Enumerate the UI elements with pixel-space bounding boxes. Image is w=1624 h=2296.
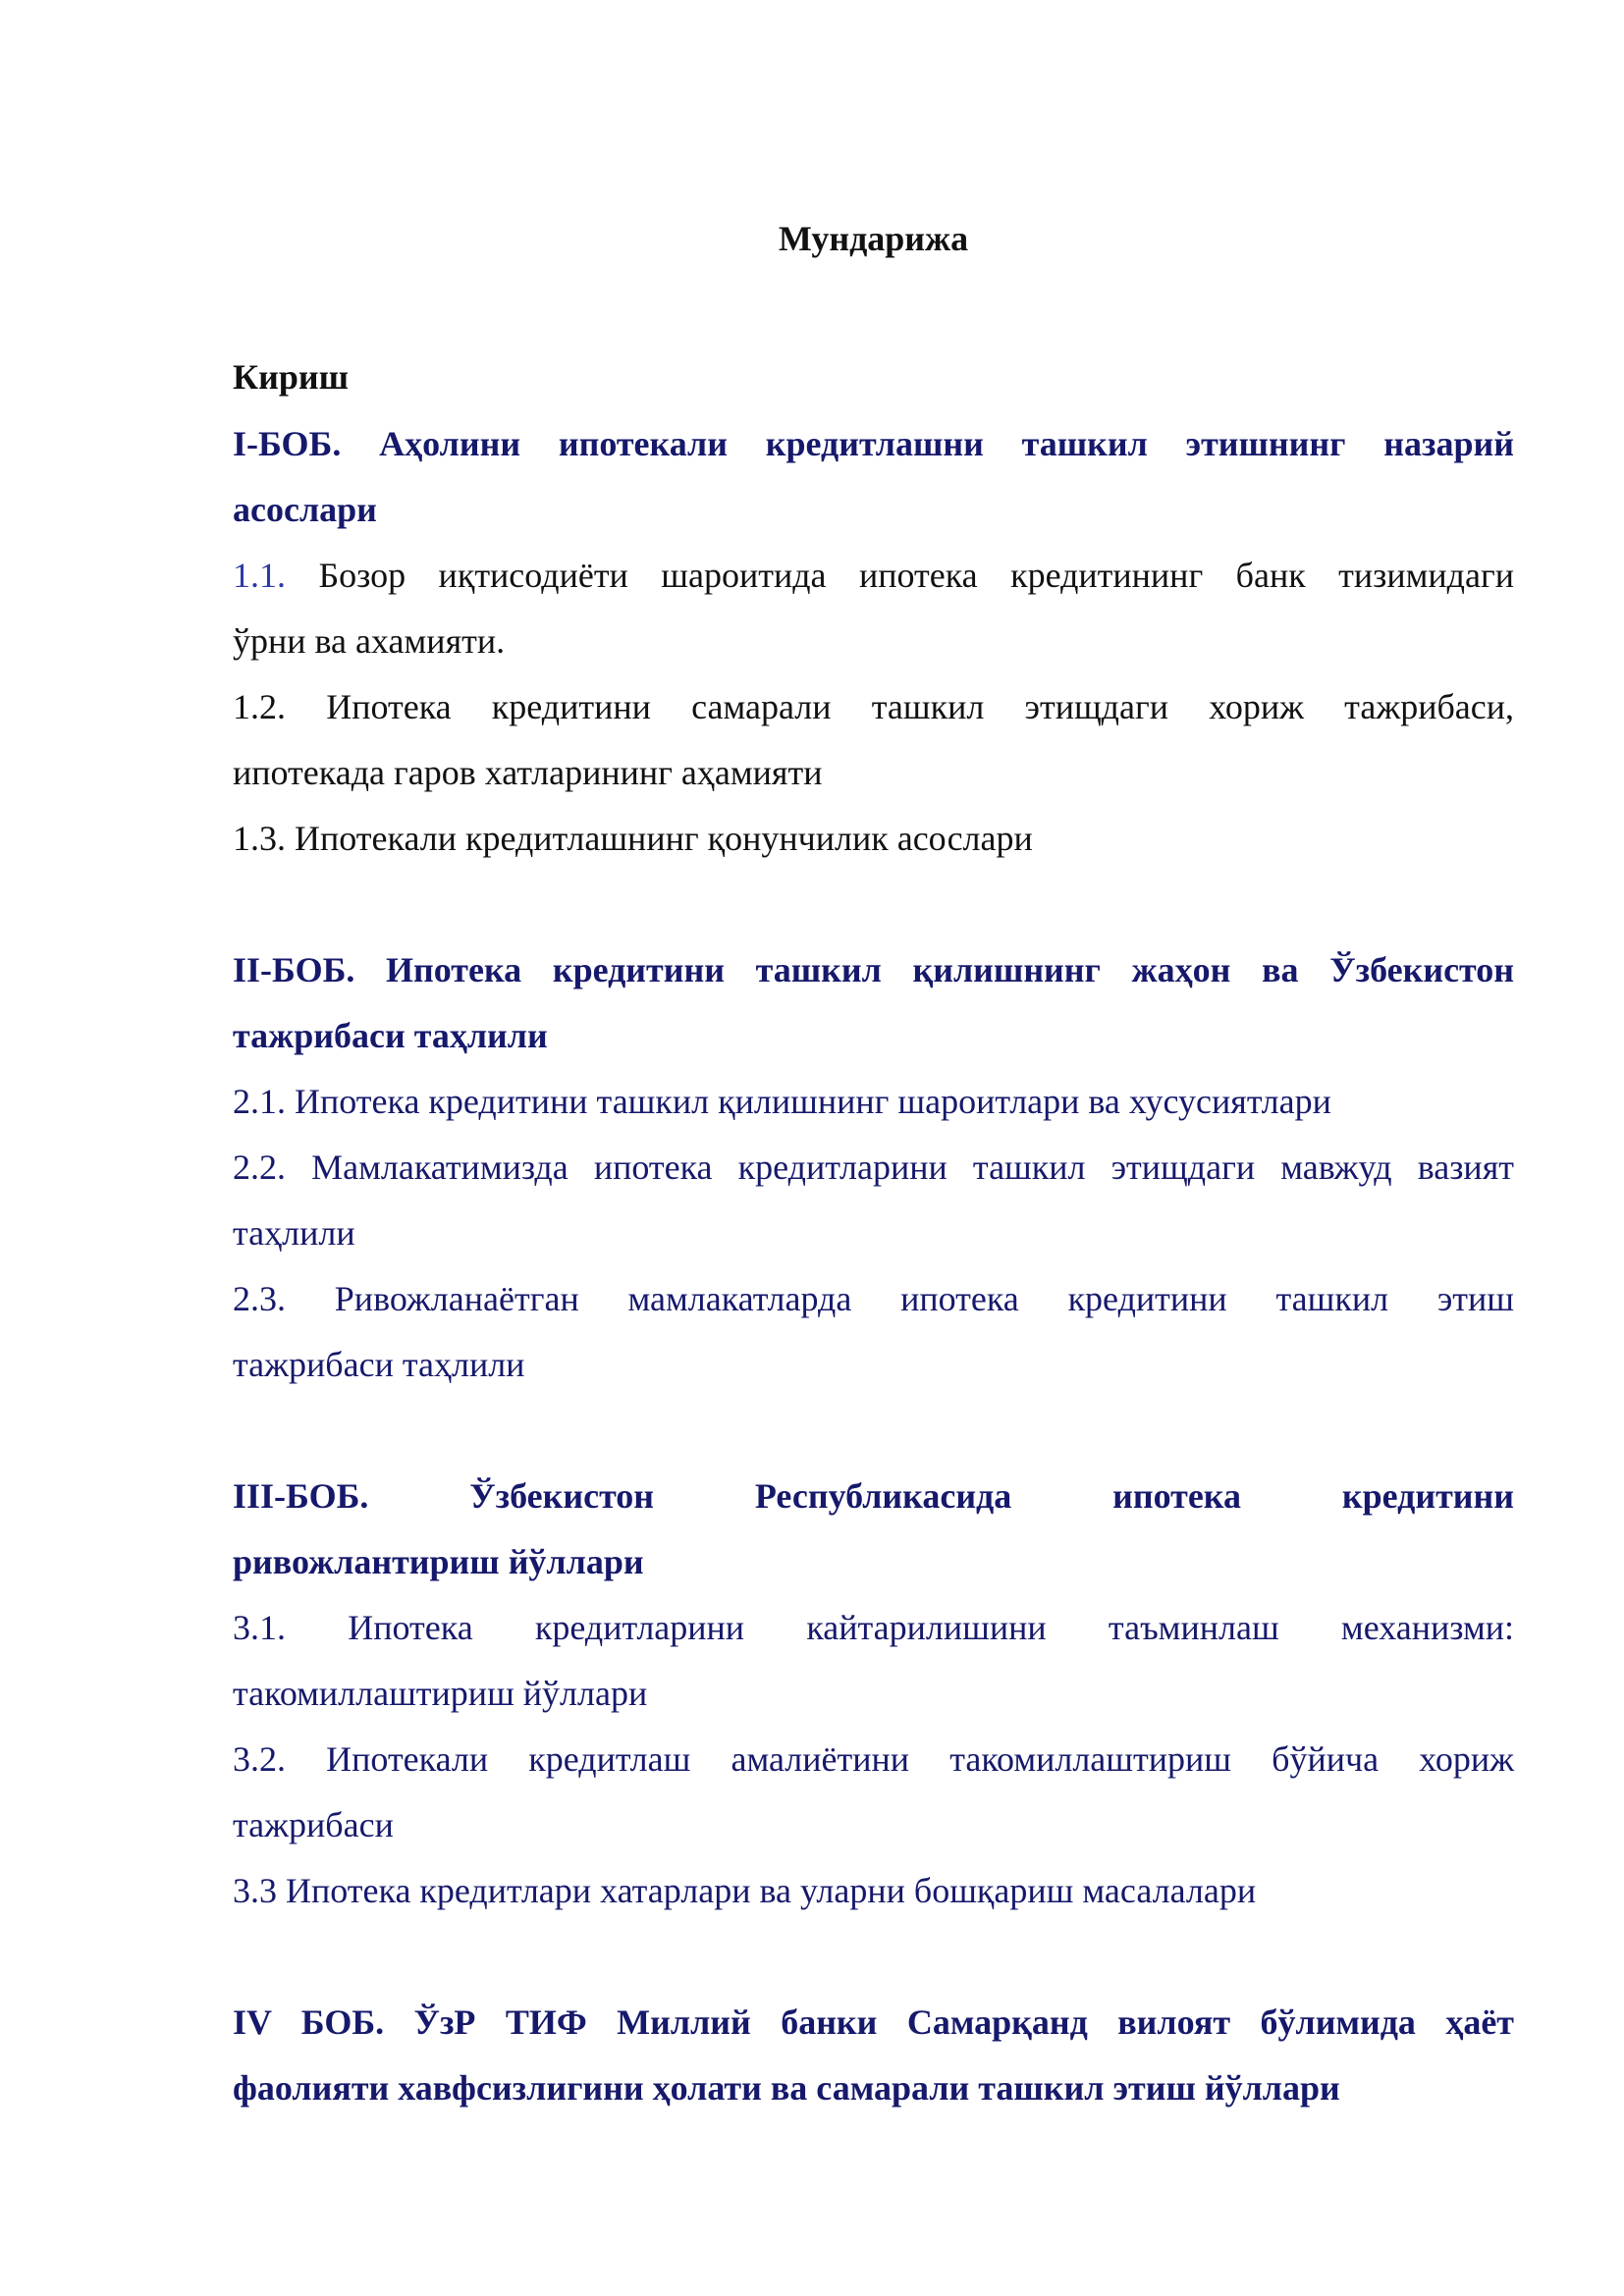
section-2-1: 2.1. Ипотека кредитини ташкил қилишнинг шароитлари ва хусусиятлари [233,1082,1331,1121]
section-1-1-text: Бозор иқтисодиёти шароитида ипотека кредитининг банк тизимидаги [318,556,1514,595]
section-3-1-line-2: такомиллаштириш йўллари [233,1674,648,1713]
chapter-4-heading-line-1: IV БОБ. ЎзР ТИФ Миллий банки Самарқанд вилоят бўлимида ҳаёт [233,2002,1514,2042]
section-1-3: 1.3. Ипотекали кредитлашнинг қонунчилик асослари [233,819,1033,858]
section-3-1-line-1: 3.1. Ипотека кредитларини кайтарилишини таъминлаш механизми: [233,1608,1514,1647]
section-3-2-line-2: тажрибаси [233,1805,394,1844]
chapter-2-heading-line-2: тажрибаси таҳлили [233,1016,548,1055]
chapter-3-heading-line-2: ривожлантириш йўллари [233,1542,644,1581]
section-2-3-line-1: 2.3. Ривожланаётган мамлакатларда ипотека кредитини ташкил этиш [233,1279,1514,1318]
chapter-1-heading-line-2: асослари [233,490,377,529]
chapter-4-heading-line-2: фаолияти хавфсизлигини ҳолати ва самарали ташкил этиш йўллари [233,2068,1340,2108]
page-title: Мундарижа [778,219,969,258]
section-1-2-line-1: 1.2. Ипотека кредитини самарали ташкил этищдаги хориж тажрибаси, [233,687,1514,726]
section-3-3: 3.3 Ипотека кредитлари хатарлари ва уларни бошқариш масалалари [233,1871,1257,1910]
section-1-1-line-2: ўрни ва ахамияти. [233,621,506,661]
section-2-2-line-2: таҳлили [233,1213,355,1253]
chapter-1-heading-line-1: I-БОБ. Аҳолини ипотекали кредитлашни ташкил этишнинг назарий [233,424,1514,463]
section-2-3-line-2: тажрибаси таҳлили [233,1345,525,1384]
chapter-3-heading-line-1: III-БОБ. Ўзбекистон Республикасида ипотека кредитини [233,1476,1514,1516]
chapter-2-heading-line-1: II-БОБ. Ипотека кредитини ташкил қилишнинг жаҳон ва Ўзбекистон [233,950,1514,989]
section-3-2-line-1: 3.2. Ипотекали кредитлаш амалиётини такомиллаштириш бўйича хориж [233,1739,1514,1779]
section-2-2-line-1: 2.2. Мамлакатимизда ипотека кредитларини ташкил этищдаги мавжуд вазият [233,1148,1514,1187]
section-1-1-line-1 [233,554,1514,597]
section-1-2-line-2: ипотекада гаров хатларининг аҳамияти [233,753,823,792]
intro-heading: Кириш [233,357,350,397]
section-1-1-number: 1.1. [233,556,286,595]
